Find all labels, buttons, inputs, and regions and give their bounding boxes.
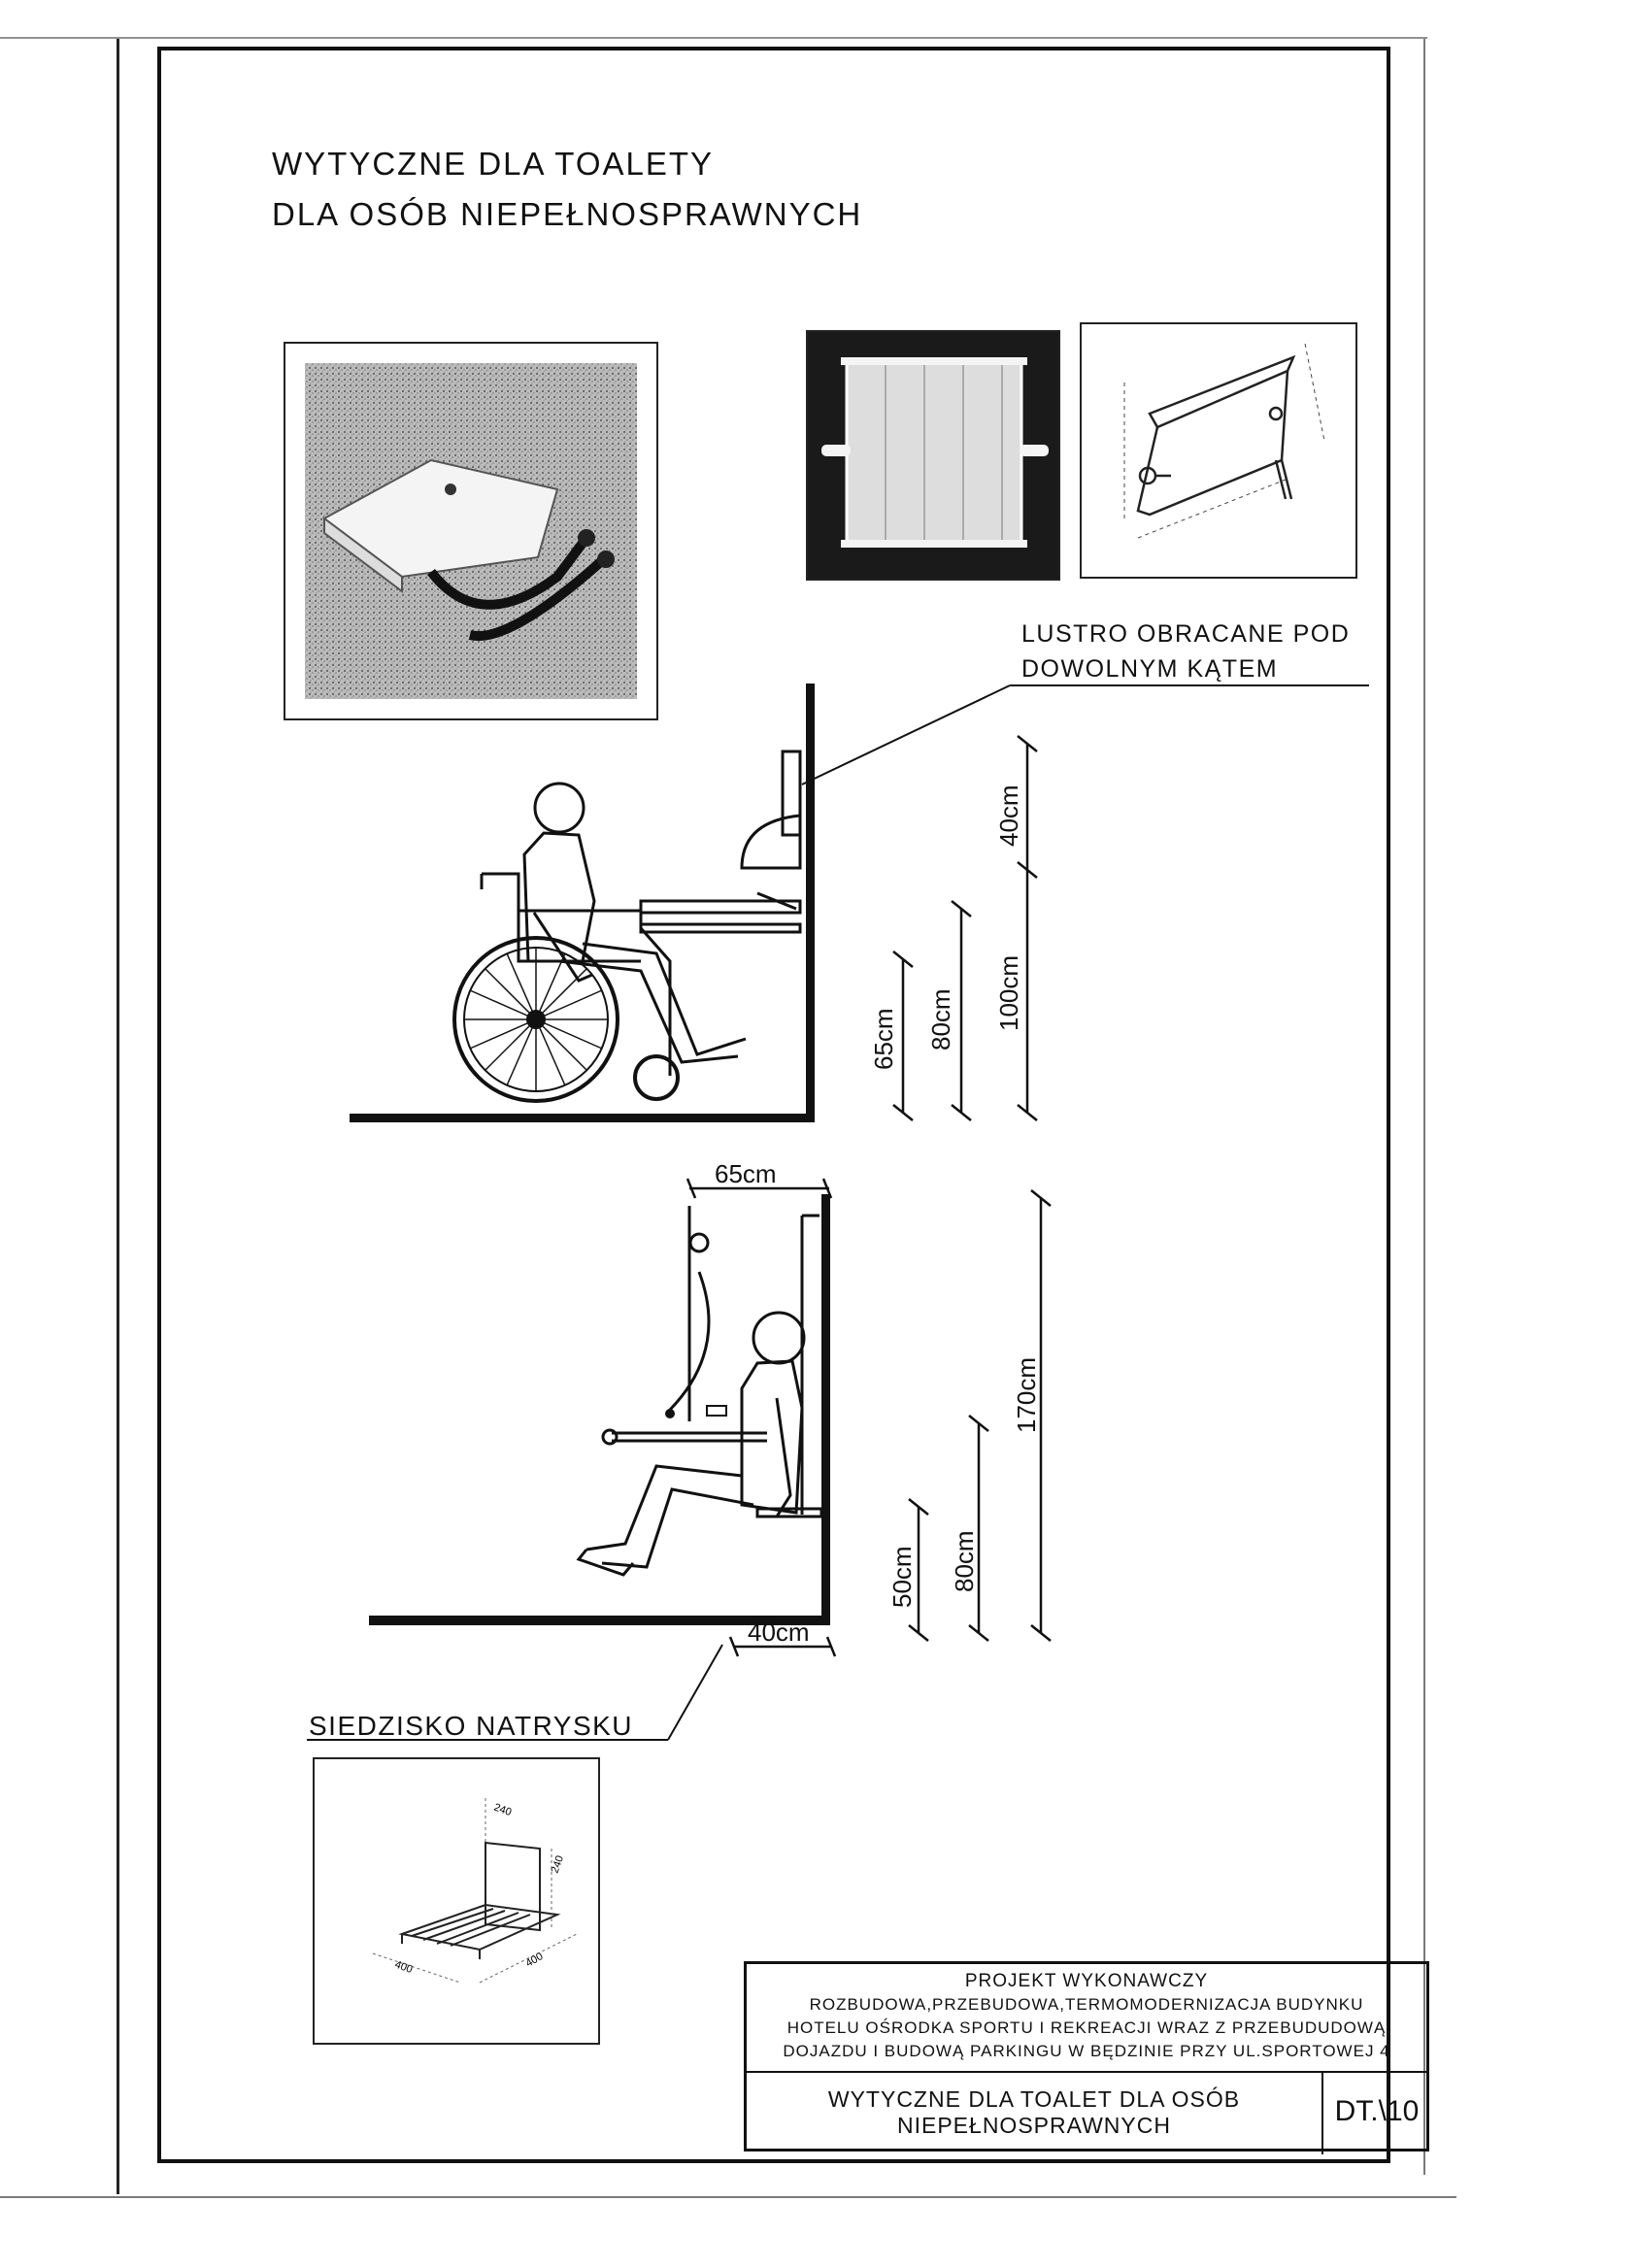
title-block-line3: HOTELU OŚRODKA SPORTU I REKREACJI WRAZ Z PRZEBUDUDOWĄ [786,2018,1387,2037]
shower-seat-photo [313,1757,600,2045]
washbasin-dimension-lines [874,718,1068,1126]
title-block-line2: ROZBUDOWA,PRZEBUDOWA,TERMOMODERNIZACJA BUDYNKU [809,1995,1364,2014]
shower-section-drawing [369,1155,854,1660]
title-block-drawing-code: DT.\10 [1334,2095,1420,2127]
title-block-line1: PROJEKT WYKONAWCZY [964,1971,1209,1991]
outer-border-right [1423,39,1425,2175]
seat-dim-1: 240 [491,1801,514,1819]
shower-seat-label: SIEDZISKO NATRYSKU [309,1711,634,1741]
seat-dim-3: 400 [392,1958,415,1977]
title-block-drawing-name-1: WYTYCZNE DLA TOALET DLA OSÓB [827,2086,1241,2112]
seat-dim-2: 240 [549,1853,567,1876]
shower-dim-50cm: 50cm [887,1546,917,1608]
title-block-project [747,1964,1426,2073]
mirror-technical-drawing [1080,322,1357,579]
mirror-label-line2: DOWOLNYM KĄTEM [1021,655,1279,683]
mirror-label-line1: LUSTRO OBRACANE POD [1021,620,1351,648]
washbasin-dim-100cm: 100cm [994,954,1023,1031]
shower-dim-80cm: 80cm [950,1530,979,1592]
tilting-mirror-photo [806,330,1060,581]
shower-dim-170cm: 170cm [1012,1356,1041,1433]
seat-dim-4: 400 [523,1951,546,1970]
page-title-line1: WYTYCZNE DLA TOALETY [272,146,715,182]
shower-dim-depth-40cm: 40cm [748,1618,810,1647]
outer-border-bottom [0,2196,1456,2198]
page-title-line2: DLA OSÓB NIEPEŁNOSPRAWNYCH [272,196,863,232]
shower-dim-width-65cm: 65cm [715,1159,777,1188]
outer-border-top [0,37,1427,39]
title-block [744,1961,1429,2151]
washbasin-dim-80cm: 80cm [926,988,955,1051]
folding-grab-bar-photo [284,342,658,720]
title-block-drawing-name-2: NIEPEŁNOSPRAWNYCH [897,2113,1171,2138]
washbasin-dim-65cm: 65cm [869,1008,898,1070]
washbasin-dim-40cm: 40cm [994,784,1023,847]
outer-border-left [117,39,119,2194]
shower-seat-leader-line [303,1641,730,1748]
title-block-drawing-name [747,2073,1323,2154]
title-block-line4: DOJAZDU I BUDOWĄ PARKINGU W BĘDZINIE PRZY UL.SPORTOWEJ 4 [783,2042,1390,2060]
